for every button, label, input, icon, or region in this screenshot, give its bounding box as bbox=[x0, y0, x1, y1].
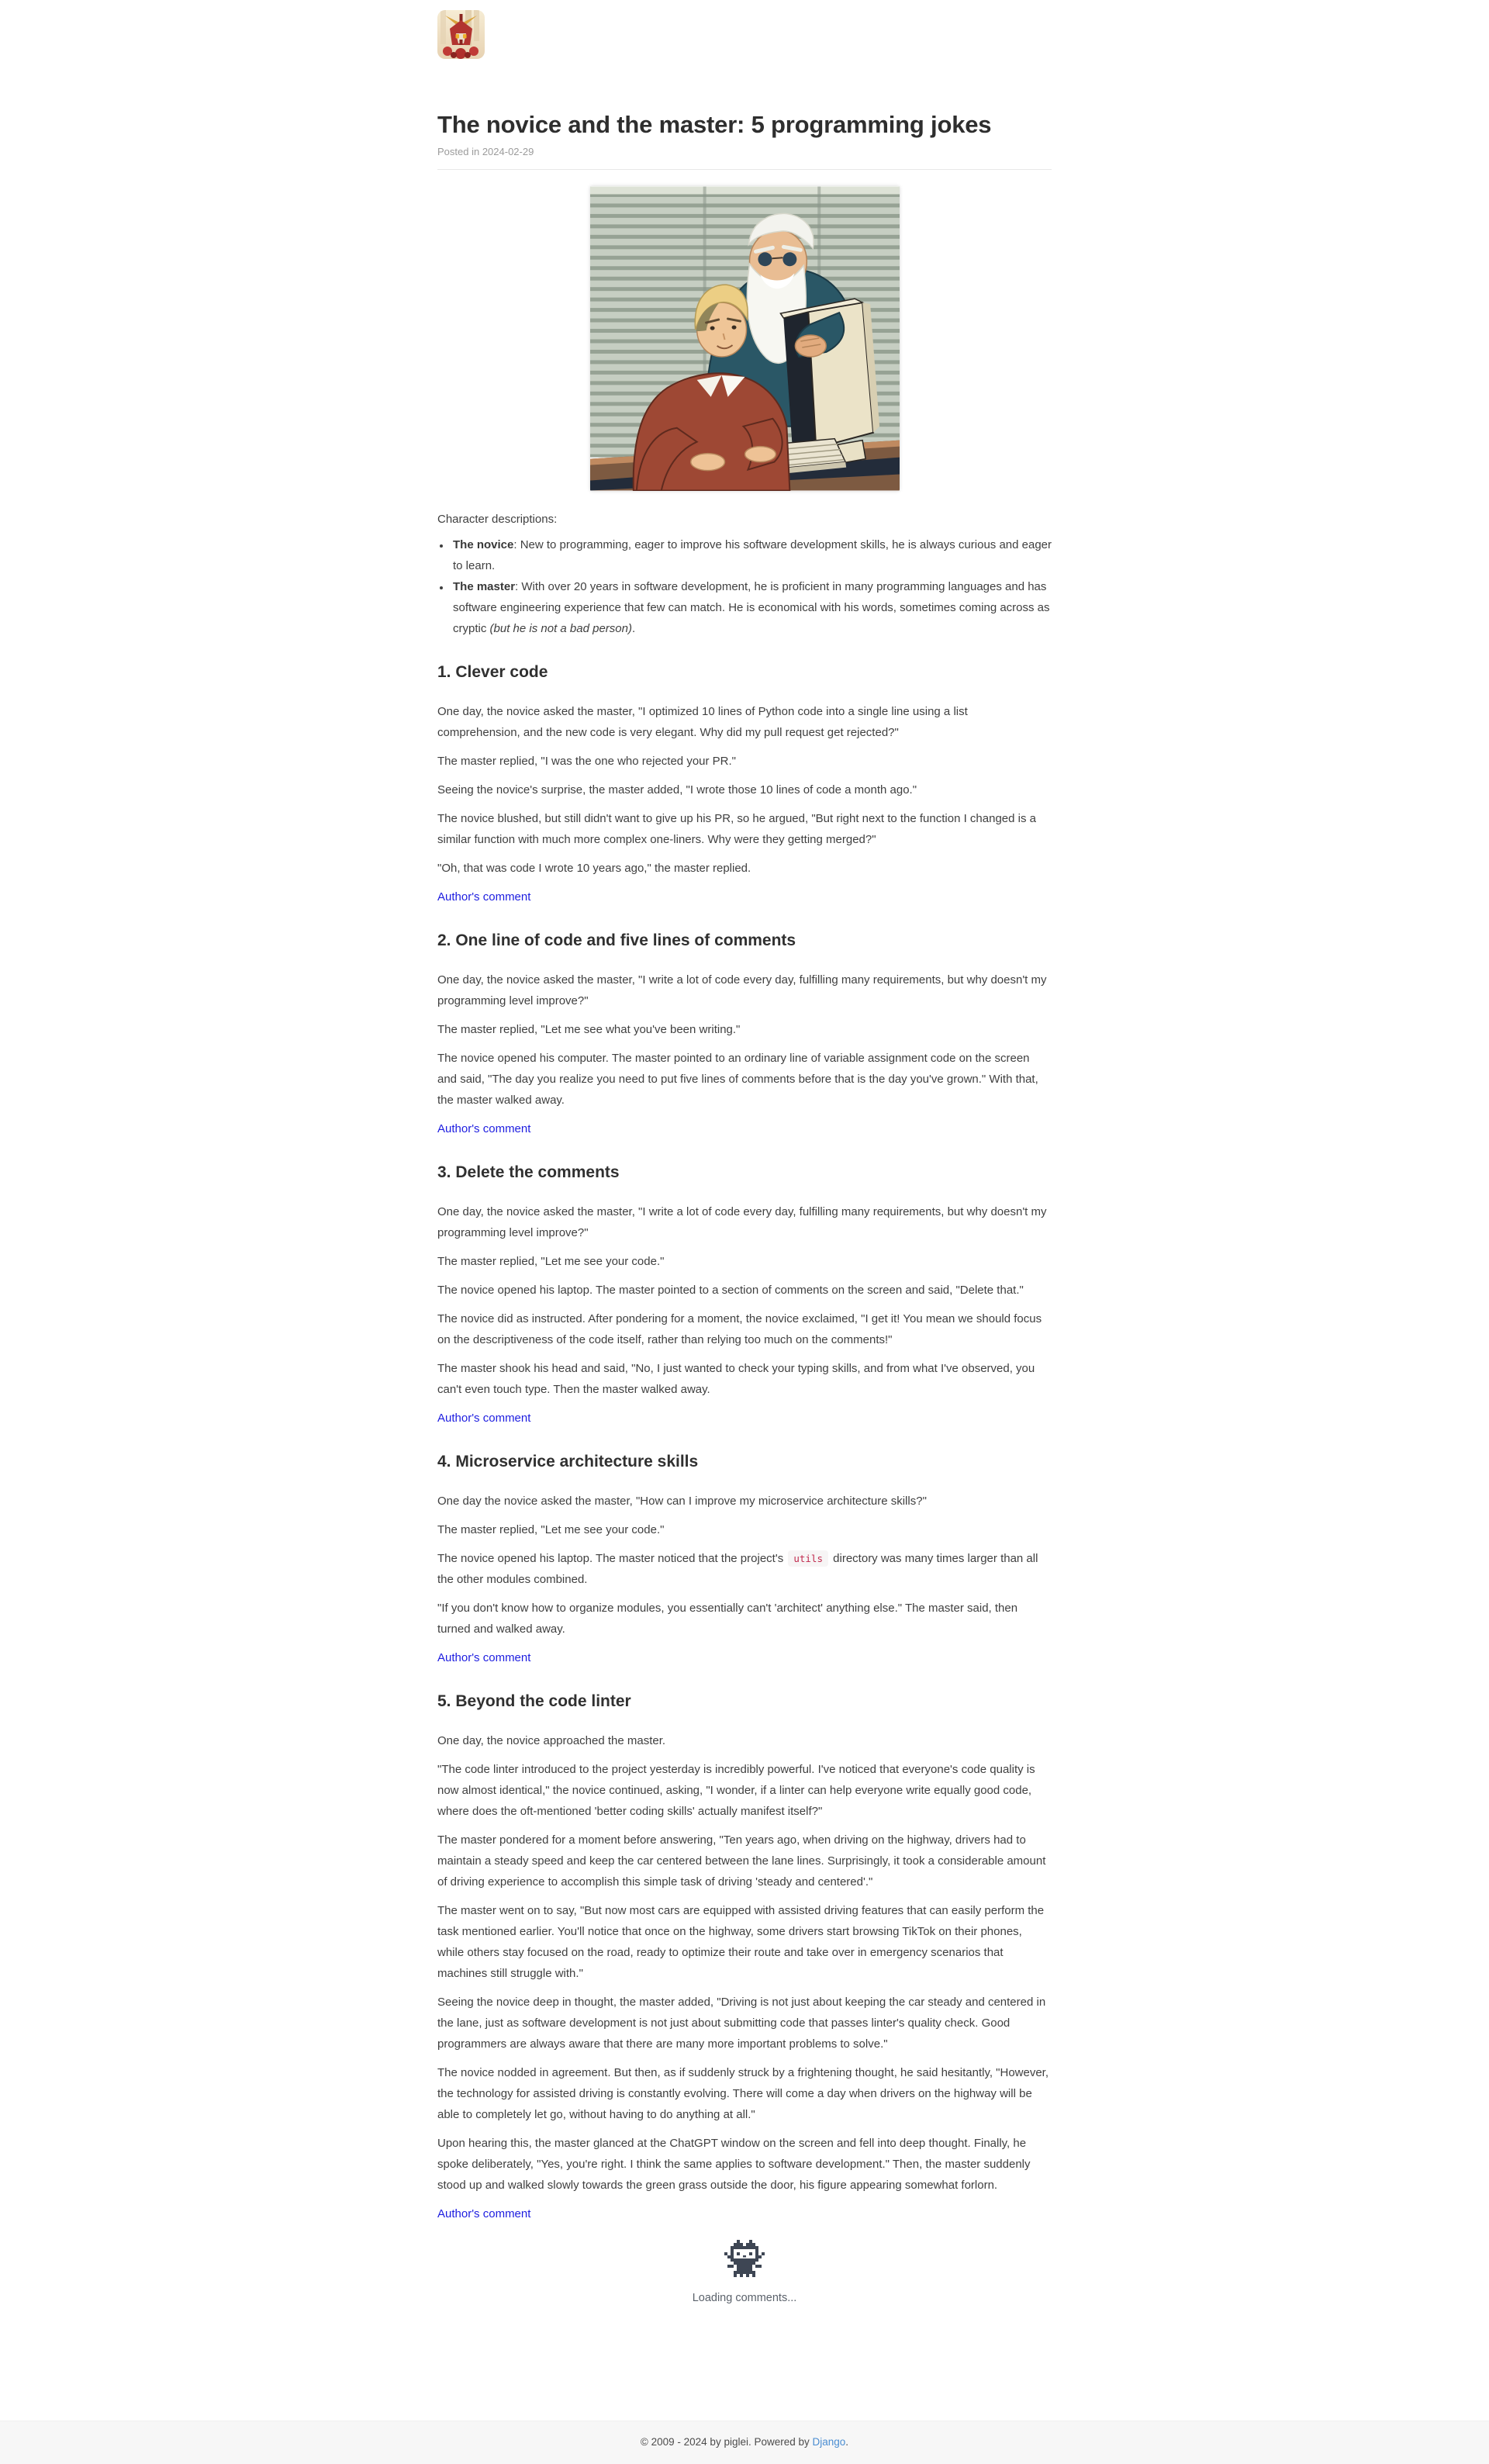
section-heading: 1. Clever code bbox=[437, 663, 548, 681]
inline-code: utils bbox=[788, 1550, 828, 1567]
paragraph: The novice opened his laptop. The master pointed to a section of comments on the screen and said, "Delete that." bbox=[437, 1284, 1024, 1297]
section-heading: 4. Microservice architecture skills bbox=[437, 1453, 699, 1470]
post-date: Posted in 2024-02-29 bbox=[437, 146, 534, 157]
author-comment-row bbox=[437, 2203, 1052, 2224]
site-header bbox=[437, 0, 1052, 63]
authors-comment-link[interactable]: Author's comment bbox=[437, 1412, 531, 1425]
paragraph: The master pondered for a moment before answering, "Ten years ago, when driving on the highway, drivers had to maintain a steady speed and keep the car centered between the lane lines. Surprisingly, it took a considerable amount of driving experience to accomplish this simple task of driving 'steady and centered'." bbox=[437, 1833, 1046, 1889]
site-footer bbox=[0, 2421, 1489, 2464]
character-list-item: • The master: With over 20 years in software development, he is proficient in many programming languages and has software engineering experience that few can match. He is economical with his words, sometimes coming across as cryptic (but he is not a bad person). bbox=[451, 576, 1052, 639]
comments-loading-text: Loading comments... bbox=[692, 2292, 797, 2304]
section-heading: 2. One line of code and five lines of comments bbox=[437, 931, 796, 949]
paragraph: Upon hearing this, the master glanced at the ChatGPT window on the screen and fell into deep thought. Finally, he spoke deliberately, "Yes, you're right. I think the same applies to software development." Then, the master suddenly stood up and walked slowly towards the green grass outside the door, his figure appearing somewhat forlorn. bbox=[437, 2137, 1031, 2192]
author-comment-row bbox=[437, 886, 1052, 907]
divider bbox=[437, 169, 1052, 170]
paragraph: "Oh, that was code I wrote 10 years ago," the master replied. bbox=[437, 862, 751, 875]
paragraph: One day, the novice asked the master, "I write a lot of code every day, fulfilling many requirements, but why doesn't my programming level improve?" bbox=[437, 973, 1047, 1007]
author-comment-row bbox=[437, 1408, 1052, 1429]
paragraph: The master replied, "Let me see your code." bbox=[437, 1523, 665, 1536]
django-link[interactable]: Django bbox=[812, 2436, 846, 2448]
paragraph: One day, the novice approached the master. bbox=[437, 1734, 666, 1747]
paragraph: The novice did as instructed. After pondering for a moment, the novice exclaimed, "I get it! You mean we should focus on the descriptiveness of the code itself, rather than relying too much on the comments!" bbox=[437, 1312, 1042, 1346]
paragraph: The master shook his head and said, "No, I just wanted to check your typing skills, and from what I've observed, you can't even touch type. Then the master walked away. bbox=[437, 1362, 1035, 1396]
paragraph: One day, the novice asked the master, "I write a lot of code every day, fulfilling many requirements, but why doesn't my programming level improve?" bbox=[437, 1205, 1047, 1239]
paragraph: The master replied, "Let me see your code." bbox=[437, 1255, 665, 1268]
paragraph: The novice blushed, but still didn't want to give up his PR, so he argued, "But right next to the function I changed is a similar function with much more complex one-liners. Why were they getting merged?" bbox=[437, 812, 1036, 846]
footer-text bbox=[0, 2435, 1489, 2450]
section-heading: 3. Delete the comments bbox=[437, 1163, 620, 1181]
author-comment-row bbox=[437, 1647, 1052, 1668]
footer-period: . bbox=[845, 2436, 849, 2448]
paragraph: Seeing the novice deep in thought, the master added, "Driving is not just about keeping the car steady and centered in the lane, just as software development is not just about submitting code that passes linter's quality check. Good programmers are always aware that there are many more important problems to solve." bbox=[437, 1996, 1046, 2051]
mascot-cat-icon bbox=[724, 2240, 765, 2277]
page-title: The novice and the master: 5 programming jokes bbox=[437, 111, 992, 138]
article bbox=[437, 111, 1052, 2224]
character-descriptions-lead: Character descriptions: bbox=[437, 513, 558, 526]
author-comment-row bbox=[437, 1118, 1052, 1139]
site-logo[interactable] bbox=[437, 10, 485, 59]
paragraph: The novice nodded in agreement. But then, as if suddenly struck by a frightening thought, he said hesitantly, "However, the technology for assisted driving is constantly evolving. There will come a day when drivers on the highway will be able to completely let go, without having to do anything at all." bbox=[437, 2066, 1049, 2121]
paragraph: "The code linter introduced to the project yesterday is incredibly powerful. I've noticed that everyone's code quality is now almost identical," the novice continued, asking, "I wonder, if a linter can help everyone write equally good code, where does the oft-mentioned 'better coding skills' actually manifest itself?" bbox=[437, 1763, 1035, 1818]
authors-comment-link[interactable]: Author's comment bbox=[437, 2207, 531, 2220]
paragraph: The master went on to say, "But now most cars are equipped with assisted driving features that can easily perform the task mentioned earlier. You'll notice that once on the highway, some drivers start browsing TikTok on their phones, while others stay focused on the road, ready to optimize their route and take over in emergency scenarios that machines still struggle with." bbox=[437, 1904, 1045, 1980]
authors-comment-link[interactable]: Author's comment bbox=[437, 1651, 531, 1664]
site-logo-image bbox=[437, 10, 485, 59]
authors-comment-link[interactable]: Author's comment bbox=[437, 890, 531, 904]
joke-section-5 bbox=[437, 1692, 1052, 2224]
paragraph: The master replied, "Let me see what you've been writing." bbox=[437, 1023, 741, 1036]
character-list-item: • The novice: New to programming, eager to improve his software development skills, he is always curious and eager to learn. bbox=[451, 534, 1052, 576]
paragraph: The novice opened his computer. The master pointed to an ordinary line of variable assignment code on the screen and said, "The day you realize you need to put five lines of comments before that is the day you've grown." With that, the master walked away. bbox=[437, 1052, 1038, 1107]
authors-comment-link[interactable]: Author's comment bbox=[437, 1122, 531, 1135]
hero-figure bbox=[437, 186, 1052, 495]
article-sections bbox=[437, 662, 1052, 2224]
paragraph: The novice opened his laptop. The master noticed that the project's utils directory was many times larger than all the other modules combined. bbox=[437, 1552, 1038, 1586]
joke-section-3 bbox=[437, 1163, 1052, 1429]
paragraph: "If you don't know how to organize modules, you essentially can't 'architect' anything else." The master said, then turned and walked away. bbox=[437, 1602, 1018, 1636]
paragraph: Seeing the novice's surprise, the master added, "I wrote those 10 lines of code a month ago." bbox=[437, 783, 917, 797]
joke-section-4 bbox=[437, 1452, 1052, 1668]
joke-section-2 bbox=[437, 931, 1052, 1139]
copyright-text: © 2009 - 2024 by piglei. Powered by bbox=[640, 2436, 813, 2448]
hero-illustration bbox=[590, 186, 900, 491]
comments-section bbox=[437, 2240, 1052, 2307]
character-list bbox=[437, 534, 1052, 639]
joke-section-1 bbox=[437, 662, 1052, 907]
paragraph: One day the novice asked the master, "How can I improve my microservice architecture skills?" bbox=[437, 1495, 927, 1508]
paragraph: One day, the novice asked the master, "I optimized 10 lines of Python code into a single line using a list comprehension, and the new code is very elegant. Why did my pull request get rejected?" bbox=[437, 705, 968, 739]
paragraph: The master replied, "I was the one who rejected your PR." bbox=[437, 755, 736, 768]
section-heading: 5. Beyond the code linter bbox=[437, 1692, 631, 1710]
